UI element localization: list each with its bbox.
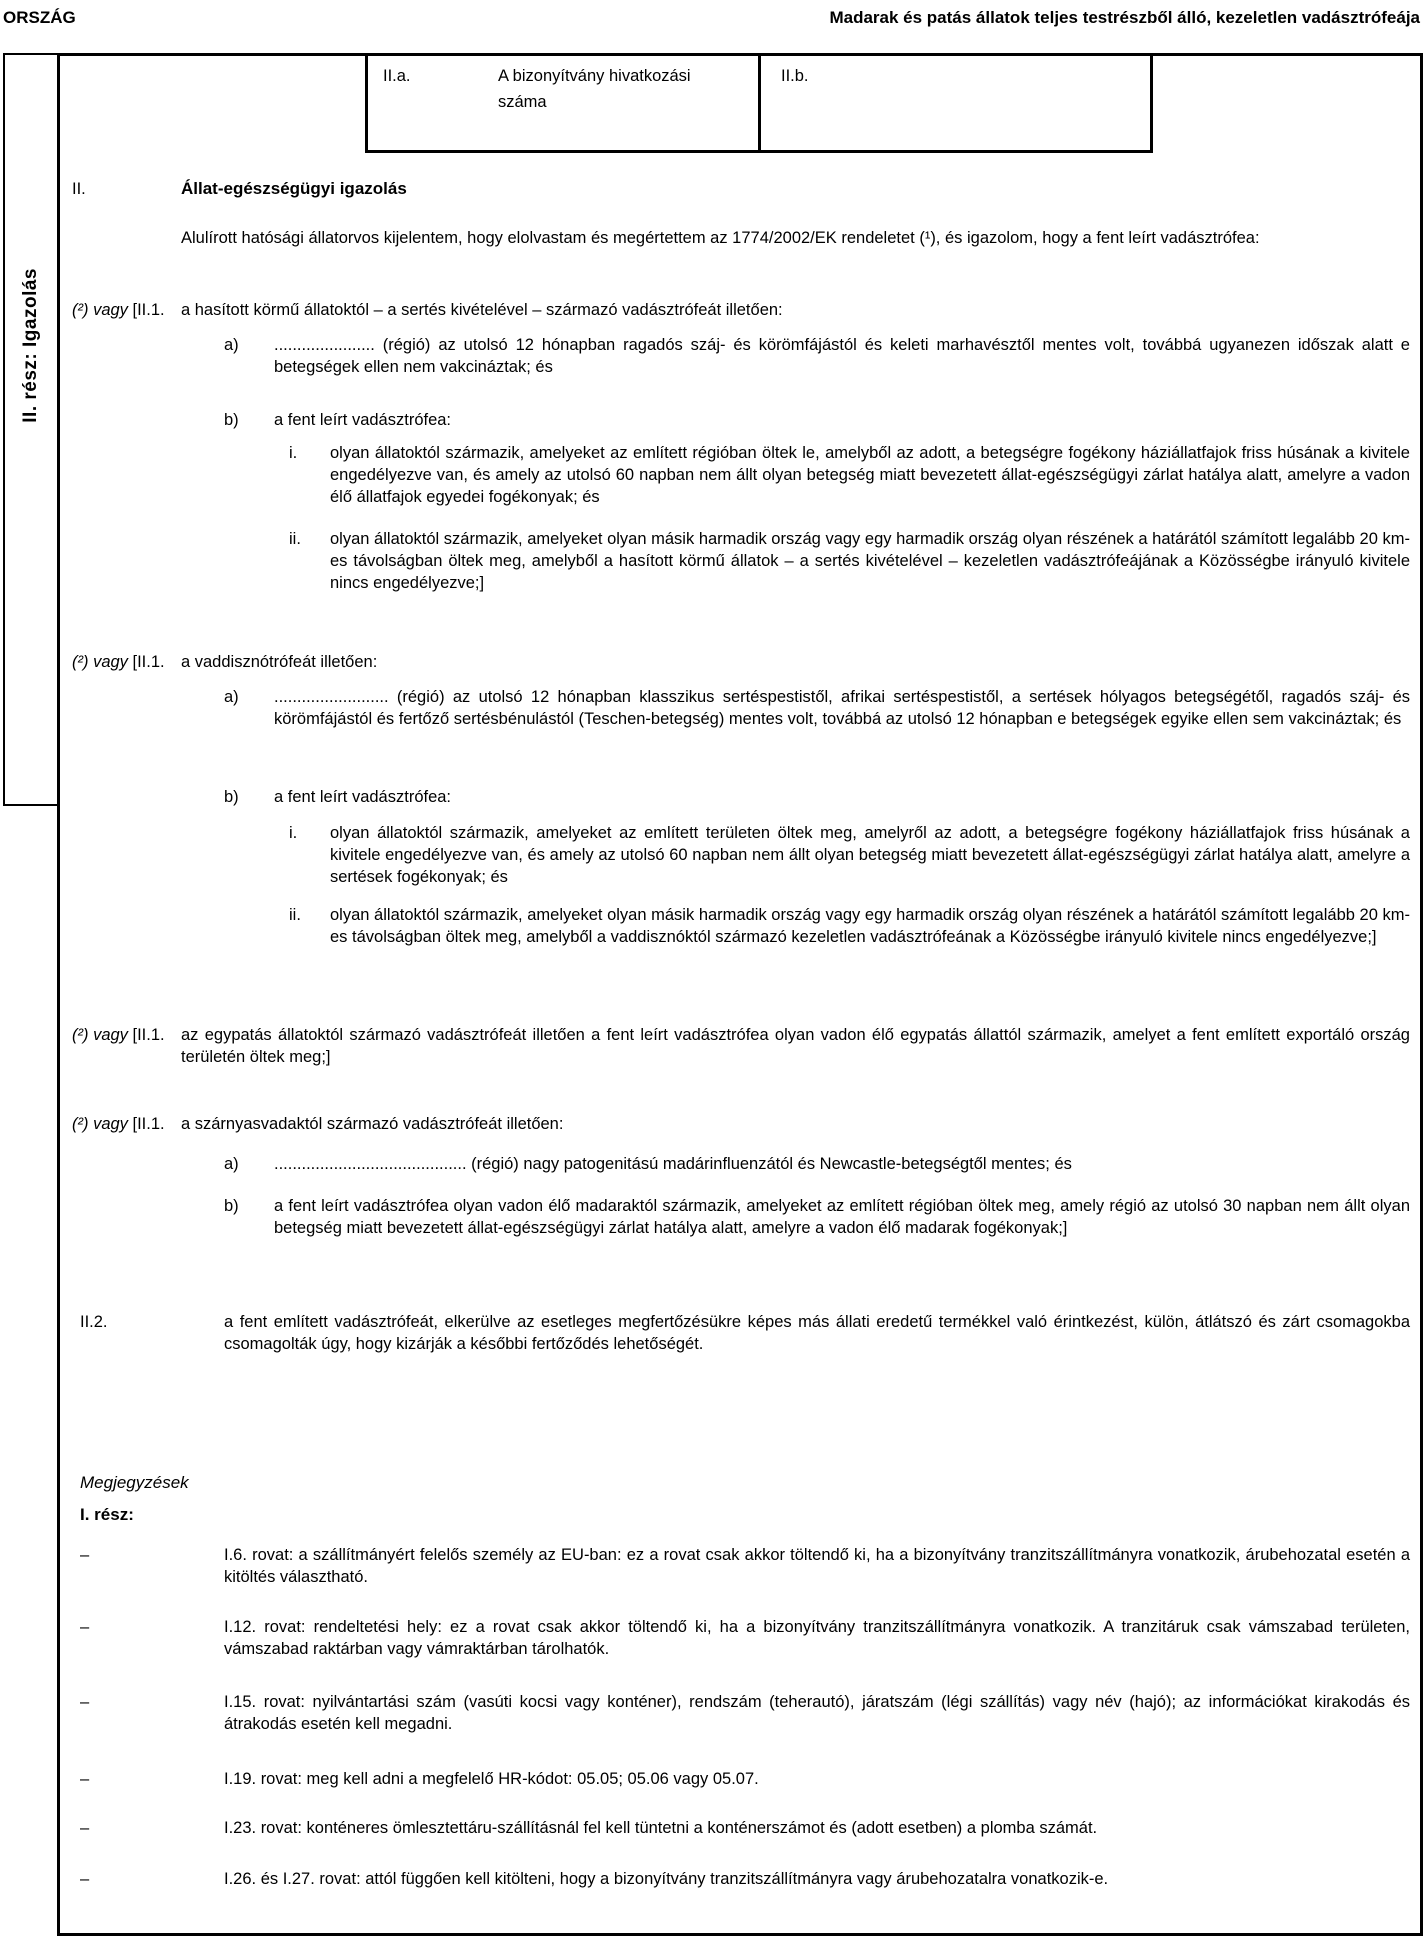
notes-heading: Megjegyzések <box>80 1473 189 1492</box>
option-1-item-b <box>224 409 1410 431</box>
notes-part-heading: I. rész: <box>80 1505 134 1524</box>
note-text: I.12. rovat: rendeltetési hely: ez a rovat csak akkor töltendő ki, ha a bizonyítvány tranzitszállítmányra vonatkozik. A tranzitáruk csak vámszabad területen, vámszabad raktárban vagy vámraktárban tárolhatók. <box>224 1618 1410 1658</box>
note-text: I.26. és I.27. rovat: attól függően kell kitölteni, hogy a bizonyítvány tranzitszállítmányra vagy árubehozatalra vonatkozik-e. <box>224 1870 1109 1888</box>
part-ii-sidebar-label: II. rész: Igazolás <box>20 268 41 423</box>
item-b-text: a fent leírt vadásztrófea: <box>274 788 452 806</box>
option-4-item-b <box>224 1195 1410 1239</box>
option-2-label: (²) vagy [II.1. <box>72 653 165 671</box>
note-item <box>80 1817 1410 1839</box>
page-header <box>3 7 1420 29</box>
note-item <box>80 1691 1410 1735</box>
sub-ii-text: olyan állatoktól származik, amelyeket olyan másik harmadik ország vagy egy harmadik ország olyan részének a határától számított legalább 20 km-es távolságban öltek meg, amelyből a vaddisznóktól származó kezeletlen vadásztrófeának a Közösségbe irányuló kivitele nincs engedélyezve;] <box>330 906 1410 946</box>
option-soliped-lead-row <box>72 1024 1410 1068</box>
item-a-text: .......................................... (régió) nagy patogenitású madárinfluenzától és Newcastle-betegségtől mentes; és <box>274 1155 1072 1173</box>
document-title: Madarak és patás állatok teljes testrészből álló, kezeletlen vadásztrófeája <box>829 8 1420 27</box>
sub-ii-marker: ii. <box>289 906 301 924</box>
option-2-item-b <box>224 786 1410 808</box>
section-ii-heading-row <box>72 178 1410 200</box>
option-game-birds-lead-row <box>72 1113 1410 1135</box>
item-a-text: ...................... (régió) az utolsó 12 hónapban ragadós száj- és körömfájástól és keleti marhavésztől mentes volt, továbbá ugyanezen időszak alatt e betegségek ellen nem vakcináztak; és <box>274 336 1410 376</box>
attestation-intro-text: Alulírott hatósági állatorvos kijelentem, hogy elolvastam és megértettem az 1774/2002/EK rendeletet (¹), és igazolom, hogy a fent leírt vadásztrófea: <box>181 229 1260 247</box>
note-dash: – <box>80 1819 90 1837</box>
sub-ii-marker: ii. <box>289 530 301 548</box>
packing-clause-label: II.2. <box>80 1313 108 1331</box>
attestation-intro-row <box>72 225 1410 252</box>
packing-clause-text: a fent említett vadásztrófeát, elkerülve az esetleges megfertőzésükre képes más állati eredetű termékkel való érintkezést, külön, átlátszó és zárt csomagokba csomagolták úgy, hogy kizárják a későbbi fertőződés lehetőségét. <box>224 1313 1410 1353</box>
item-b-marker: b) <box>224 1197 239 1215</box>
sub-i-text: olyan állatoktól származik, amelyeket az említett régióban öltek le, amelyből az adott, a betegségre fogékony háziállatfajok friss húsának a kivitele engedélyezve van, és amely az utolsó 60 napban nem állt olyan betegség miatt bevezetett állat-egészségügyi zárlat hatálya alatt, amelyre a vadon élő állatfajok egyedei fogékonyak; és <box>330 444 1410 506</box>
option-4-item-a <box>224 1153 1410 1175</box>
note-dash: – <box>80 1870 90 1888</box>
option-wild-boar-lead-row <box>72 651 1410 673</box>
note-text: I.23. rovat: konténeres ömlesztettáru-szállításnál fel kell tüntetni a konténerszámot és (adott esetben) a plomba számát. <box>224 1819 1098 1837</box>
note-dash: – <box>80 1618 90 1636</box>
item-a-marker: a) <box>224 688 239 706</box>
sub-ii-text: olyan állatoktól származik, amelyeket olyan másik harmadik ország vagy egy harmadik ország olyan részének a határától számított legalább 20 km-es távolságban öltek meg, amelyből a hasított körmű állatok – a sertés kivételével – kezeletlen vadásztrófeájának a Közösségbe irányuló kivitele nincs engedélyezve;] <box>330 530 1410 592</box>
option-1-sub-i <box>289 442 1410 508</box>
note-text: I.6. rovat: a szállítmányért felelős személy az EU-ban: ez a rovat csak akkor töltendő ki, ha a bizonyítvány tranzitszállítmányra vonatkozik, árubehozatal esetén a kitöltés választható. <box>224 1546 1410 1586</box>
item-b-marker: b) <box>224 788 239 806</box>
note-dash: – <box>80 1546 90 1564</box>
sub-i-marker: i. <box>289 444 298 462</box>
country-label: ORSZÁG <box>3 8 76 27</box>
cell-iia-code: II.a. <box>383 67 411 85</box>
item-a-text: ......................... (régió) az utolsó 12 hónapban klasszikus sertéspestistől, afrikai sertéspestistől, a sertések hólyagos betegségétől, ragadós száj- és körömfájástól és fertőző sertésbénulástól (Teschen-betegség) mentes volt, továbbá az utolsó 12 hónapban e betegségek egyike ellen sem vakcináztak; és <box>274 688 1410 728</box>
note-item <box>80 1868 1410 1890</box>
item-b-text: a fent leírt vadásztrófea olyan vadon élő madaraktól származik, amelyeket az említett régióban öltek meg, amely régió az utolsó 30 napban nem állt olyan betegség miatt bevezetett állat-egészségügyi zárlat hatálya alatt, amelyre a vadon élő madarak fogékonyak;] <box>274 1197 1410 1237</box>
option-2-sub-i <box>289 822 1410 888</box>
option-2-lead: a vaddisznótrófeát illetően: <box>181 653 378 671</box>
option-1-lead: a hasított körmű állatoktól – a sertés kivételével – származó vadásztrófeát illetően: <box>181 301 783 319</box>
item-a-marker: a) <box>224 1155 239 1173</box>
cell-certificate-reference <box>368 56 761 150</box>
sub-i-marker: i. <box>289 824 298 842</box>
option-3-lead: az egypatás állatoktól származó vadásztrófeát illetően a fent leírt vadásztrófea olyan vadon élő egypatás állattól származik, amelyet a fent említett exportáló ország területén öltek meg;] <box>181 1026 1410 1066</box>
note-item <box>80 1616 1410 1660</box>
item-a-marker: a) <box>224 336 239 354</box>
note-text: I.15. rovat: nyilvántartási szám (vasúti kocsi vagy konténer), rendszám (teherautó), járatszám (légi szállítás) vagy név (hajó); az információkat kirakodás és átrakodás esetén kell megadni. <box>224 1693 1410 1733</box>
note-item <box>80 1544 1410 1588</box>
cell-iib-code: II.b. <box>781 67 809 85</box>
section-ii-title: Állat-egészségügyi igazolás <box>181 179 407 198</box>
cell-iia-label: A bizonyítvány hivatkozási száma <box>498 67 691 111</box>
packing-clause-row <box>80 1311 1410 1355</box>
option-4-label: (²) vagy [II.1. <box>72 1115 165 1133</box>
note-dash: – <box>80 1693 90 1711</box>
option-2-sub-ii <box>289 904 1410 948</box>
cell-iib <box>761 56 1150 150</box>
option-2-item-a <box>224 686 1410 730</box>
option-1-item-a <box>224 334 1410 378</box>
item-b-marker: b) <box>224 411 239 429</box>
note-text: I.19. rovat: meg kell adni a megfelelő HR-kódot: 05.05; 05.06 vagy 05.07. <box>224 1770 759 1788</box>
option-3-label: (²) vagy [II.1. <box>72 1026 165 1044</box>
option-1-label: (²) vagy [II.1. <box>72 301 165 319</box>
note-dash: – <box>80 1770 90 1788</box>
option-1-sub-ii <box>289 528 1410 594</box>
option-4-lead: a szárnyasvadaktól származó vadásztrófeát illetően: <box>181 1115 564 1133</box>
section-ii-number: II. <box>72 180 86 198</box>
option-cloven-hoofed-lead-row <box>72 299 1410 321</box>
note-item <box>80 1768 1410 1790</box>
sub-i-text: olyan állatoktól származik, amelyeket az említett területen öltek meg, amelyről az adott, a betegségre fogékony háziállatfajok friss húsának a kivitele engedélyezve van, és amely az utolsó 60 napban nem állt olyan betegség miatt bevezetett állat-egészségügyi zárlat hatálya alatt, amelyre a sertések fogékonyak; és <box>330 824 1410 886</box>
reference-number-table <box>365 53 1153 153</box>
item-b-text: a fent leírt vadásztrófea: <box>274 411 452 429</box>
part-ii-sidebar <box>3 53 57 806</box>
